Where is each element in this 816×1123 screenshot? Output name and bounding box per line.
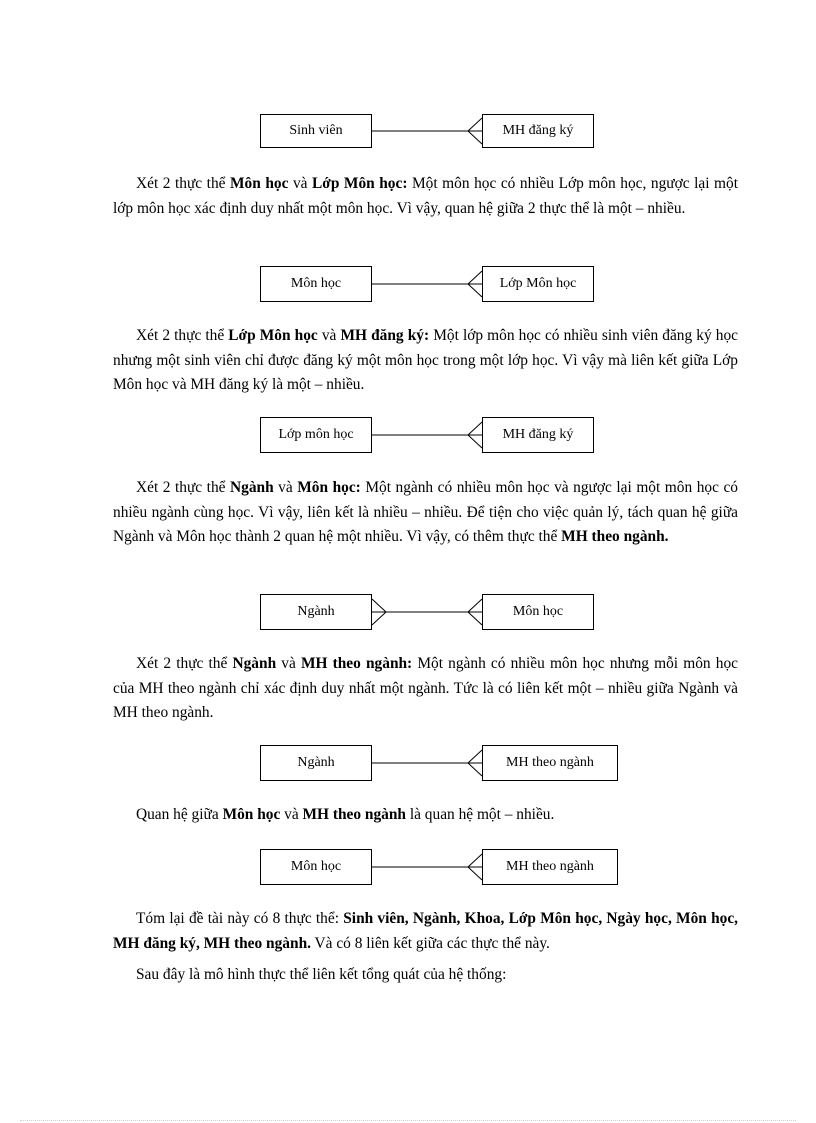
paragraph-6: Tóm lại đề tài này có 8 thực thể: Sinh viên, Ngành, Khoa, Lớp Môn học, Ngày học, Môn học, MH đăng ký, MH theo ngành. Và có 8 liên kết giữa các thực thể này. xyxy=(113,910,738,952)
er-diagram-3 xyxy=(0,417,816,457)
entity-box-right: MH đăng ký xyxy=(482,417,594,453)
entity-box-left: Lớp môn học xyxy=(260,417,372,453)
entity-box-right: Lớp Môn học xyxy=(482,266,594,302)
paragraph-1: Xét 2 thực thể Môn học và Lớp Môn học: Một môn học có nhiều Lớp môn học, ngược lại một lớp môn học xác định duy nhất một môn học. Vì vậy, quan hệ giữa 2 thực thể là một – nhiều. xyxy=(113,175,738,217)
entity-box-left: Môn học xyxy=(260,266,372,302)
relationship-line xyxy=(0,745,816,785)
paragraph-5: Quan hệ giữa Môn học và MH theo ngành là quan hệ một – nhiều. xyxy=(136,806,555,823)
relationship-line xyxy=(0,266,816,306)
er-diagram-2 xyxy=(0,266,816,306)
relationship-line xyxy=(0,417,816,457)
er-diagram-1 xyxy=(0,114,816,154)
er-diagram-4 xyxy=(0,594,816,634)
er-diagram-6 xyxy=(0,849,816,889)
paragraph-4: Xét 2 thực thể Ngành và MH theo ngành: Một ngành có nhiều môn học nhưng mỗi môn học của MH theo ngành chỉ xác định duy nhất một ngành. Tức là có liên kết một – nhiều giữa Ngành và MH theo ngành. xyxy=(113,655,738,721)
paragraph-3: Xét 2 thực thể Ngành và Môn học: Một ngành có nhiều môn học và ngược lại một môn học có nhiều ngành cùng học. Vì vậy, liên kết là nhiều – nhiều. Để tiện cho việc quản lý, tách quan hệ giữa Ngành và Môn học thành 2 quan hệ một nhiều. Vì vậy, có thêm thực thể MH theo ngành. xyxy=(113,479,738,545)
entity-box-right: MH theo ngành xyxy=(482,849,618,885)
page-bottom-divider xyxy=(20,1120,796,1121)
entity-box-right: Môn học xyxy=(482,594,594,630)
entity-box-right: MH đăng ký xyxy=(482,114,594,148)
entity-box-left: Sinh viên xyxy=(260,114,372,148)
relationship-line xyxy=(0,849,816,889)
relationship-line xyxy=(0,594,816,634)
entity-box-left: Ngành xyxy=(260,594,372,630)
entity-box-left: Ngành xyxy=(260,745,372,781)
relationship-line xyxy=(0,114,816,154)
entity-box-right: MH theo ngành xyxy=(482,745,618,781)
paragraph-7: Sau đây là mô hình thực thể liên kết tổng quát của hệ thống: xyxy=(136,966,507,983)
er-diagram-5 xyxy=(0,745,816,785)
paragraph-2: Xét 2 thực thể Lớp Môn học và MH đăng ký: Một lớp môn học có nhiều sinh viên đăng ký học nhưng một sinh viên chỉ được đăng ký một môn học trong một lớp học. Vì vậy mà liên kết giữa Lớp Môn học và MH đăng ký là một – nhiều. xyxy=(113,327,739,393)
entity-box-left: Môn học xyxy=(260,849,372,885)
